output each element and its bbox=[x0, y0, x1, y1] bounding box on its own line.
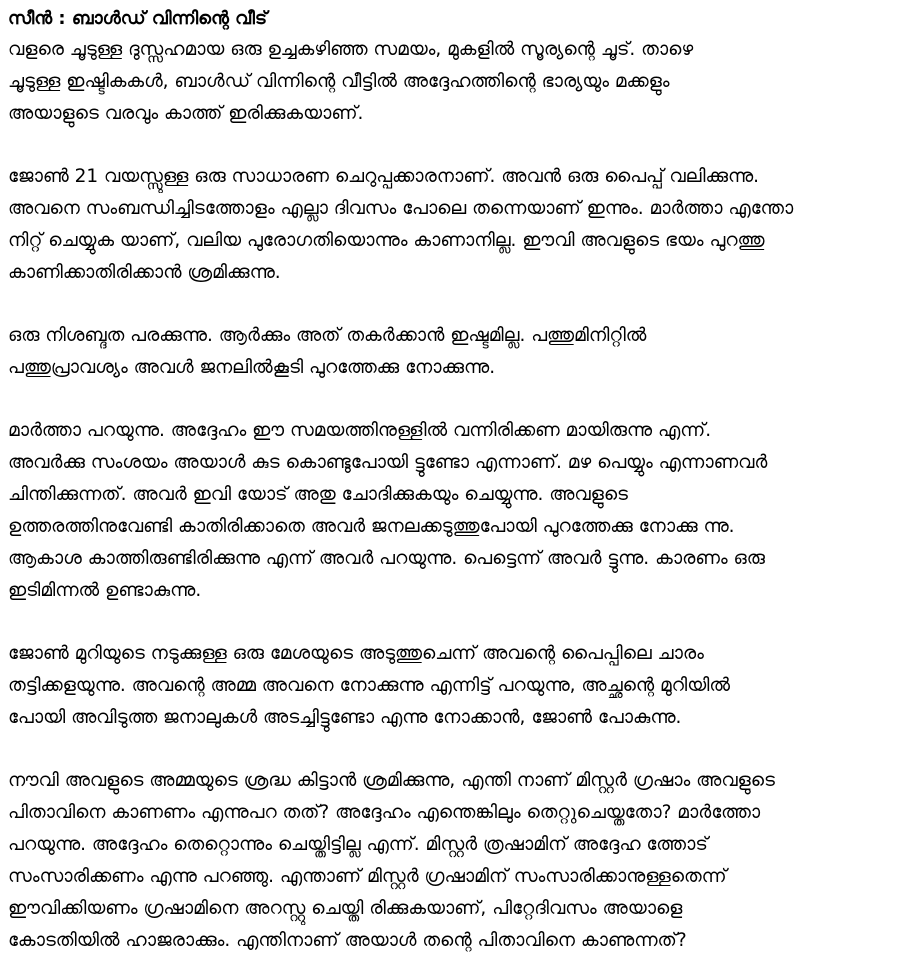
paragraph-line: കോടതിയിൽ ഹാജരാക്കും. എന്തിനാണ് അയാൾ തന്റെ പിതാവിനെ കാണുന്നത്? bbox=[8, 930, 687, 951]
paragraph-1 bbox=[8, 34, 889, 130]
paragraph-line: പിതാവിനെ കാണണം എന്നുപറ തത്? അദ്ദേഹം എന്തെങ്കിലും തെറ്റുചെയ്തതോ? മാർത്തോ bbox=[8, 802, 761, 823]
paragraph-line: ചൂടുള്ള ഇഷ്ടികകൾ, ബാൾഡ് വിന്നിന്റെ വീട്ടിൽ അദ്ദേഹത്തിന്റെ ഭാര്യയും മക്കളും bbox=[8, 71, 670, 92]
paragraph-line: ജോൺ മുറിയുടെ നടുക്കുള്ള ഒരു മേശയുടെ അടുത്തുചെന്ന് അവന്റെ പൈപ്പിലെ ചാരം bbox=[8, 643, 704, 664]
paragraph-line: പറയുന്നു. അദ്ദേഹം തെറ്റൊന്നും ചെയ്തിട്ടില്ല എന്ന്. മിസ്റ്റർ ത്രഷാമിന് അദ്ദേഹ ത്തോട് bbox=[8, 834, 708, 855]
paragraph-line: ജോൺ 21 വയസ്സുള്ള ഒരു സാധാരണ ചെറുപ്പക്കാരനാണ്. അവൻ ഒരു പൈപ്പ് വലിക്കുന്നു. bbox=[8, 166, 760, 187]
paragraph-line: പോയി അവിടുത്ത ജനാലുകൾ അടച്ചിട്ടുണ്ടോ എന്നു നോക്കാൻ, ജോൺ പോകുന്നു. bbox=[8, 707, 682, 728]
paragraph-line: തട്ടിക്കളയുന്നു. അവന്റെ അമ്മ അവനെ നോക്കുന്നു എന്നിട്ട് പറയുന്നു, അച്ഛന്റെ മുറിയിൽ bbox=[8, 675, 730, 696]
paragraph-line: സംസാരിക്കണം എന്നു പറഞ്ഞു. എന്താണ് മിസ്റ്റർ ഗ്രഷാമിന് സംസാരിക്കാനുള്ളതെന്ന് bbox=[8, 866, 727, 887]
paragraph-line: കാണിക്കാതിരിക്കാൻ ശ്രമിക്കുന്നു. bbox=[8, 262, 281, 283]
paragraph-line: ഉത്തരത്തിനുവേണ്ടി കാതിരിക്കാതെ അവർ ജനലക്കടുത്തുപോയി പുറത്തേക്കു നോക്കു ന്നു. bbox=[8, 516, 735, 537]
paragraph-line: നിറ്റ് ചെയ്യുക യാണ്, വലിയ പുരോഗതിയൊന്നും കാണാനില്ല. ഈവി അവളുടെ ഭയം പുറത്തു bbox=[8, 230, 765, 251]
paragraph-line: അയാളുടെ വരവും കാത്ത് ഇരിക്കുകയാണ്. bbox=[8, 103, 364, 124]
scene-title: സീൻ : ബാൾഡ് വിന്നിന്റെ വീട് bbox=[8, 8, 268, 29]
paragraph-3 bbox=[8, 320, 889, 384]
paragraph-2 bbox=[8, 161, 889, 289]
paragraph-6 bbox=[8, 765, 889, 957]
paragraph-line: നൗവി അവളുടെ അമ്മയുടെ ശ്രദ്ധ കിട്ടാൻ ശ്രമിക്കുന്നു, എന്തി നാണ് മിസ്റ്റർ ഗ്രഷാം അവളുടെ bbox=[8, 770, 775, 791]
paragraph-line: ആകാശ കാത്തിരുണ്ടിരിക്കുന്നു എന്ന് അവർ പറയുന്നു. പെട്ടെന്ന് അവർ ട്ടുന്നു. കാരണം ഒരു bbox=[8, 548, 765, 569]
paragraph-line: ചിന്തിക്കുന്നത്. അവർ ഇവി യോട് അതു ചോദിക്കുകയും ചെയ്യുന്നു. അവളുടെ bbox=[8, 484, 628, 505]
paragraph-line: ഒരു നിശബ്ദത പരക്കുന്നു. ആർക്കും അത് തകർക്കാൻ ഇഷ്ടമില്ല. പത്തുമിനിറ്റിൽ bbox=[8, 325, 647, 346]
paragraph-line: വളരെ ചൂടുള്ള ദുസ്സഹമായ ഒരു ഉച്ചകഴിഞ്ഞ സമയം, മുകളിൽ സൂര്യന്റെ ചൂട്. താഴെ bbox=[8, 39, 694, 60]
paragraph-line: ഈവിക്കിയണം ഗ്രഷാമിനെ അറസ്റ്റു ചെയ്തി രിക്കുകയാണ്, പിറ്റേദിവസം അയാളെ bbox=[8, 898, 683, 919]
paragraph-line: പത്തുപ്രാവശ്യം അവൾ ജനലിൽകൂടി പുറത്തേക്കു നോക്കുന്നു. bbox=[8, 357, 496, 378]
paragraph-line: മാർത്താ പറയുന്നു. അദ്ദേഹം ഈ സമയത്തിനുള്ളിൽ വന്നിരിക്കണ മായിരുന്നു എന്ന്. bbox=[8, 420, 712, 441]
paragraph-4 bbox=[8, 415, 889, 607]
paragraph-line: അവനെ സംബന്ധിച്ചിടത്തോളം എല്ലാ ദിവസം പോലെ തന്നെയാണ് ഇന്നും. മാർത്താ എന്തോ bbox=[8, 198, 794, 219]
paragraph-5 bbox=[8, 638, 889, 734]
paragraph-line: അവർക്കു സംശയം അയാൾ കുട കൊണ്ടുപോയി ട്ടുണ്ടോ എന്നാണ്. മഴ പെയ്യും എന്നാണവർ bbox=[8, 452, 768, 473]
paragraph-line: ഇടിമിന്നൽ ഉണ്ടാകുന്നു. bbox=[8, 580, 202, 601]
